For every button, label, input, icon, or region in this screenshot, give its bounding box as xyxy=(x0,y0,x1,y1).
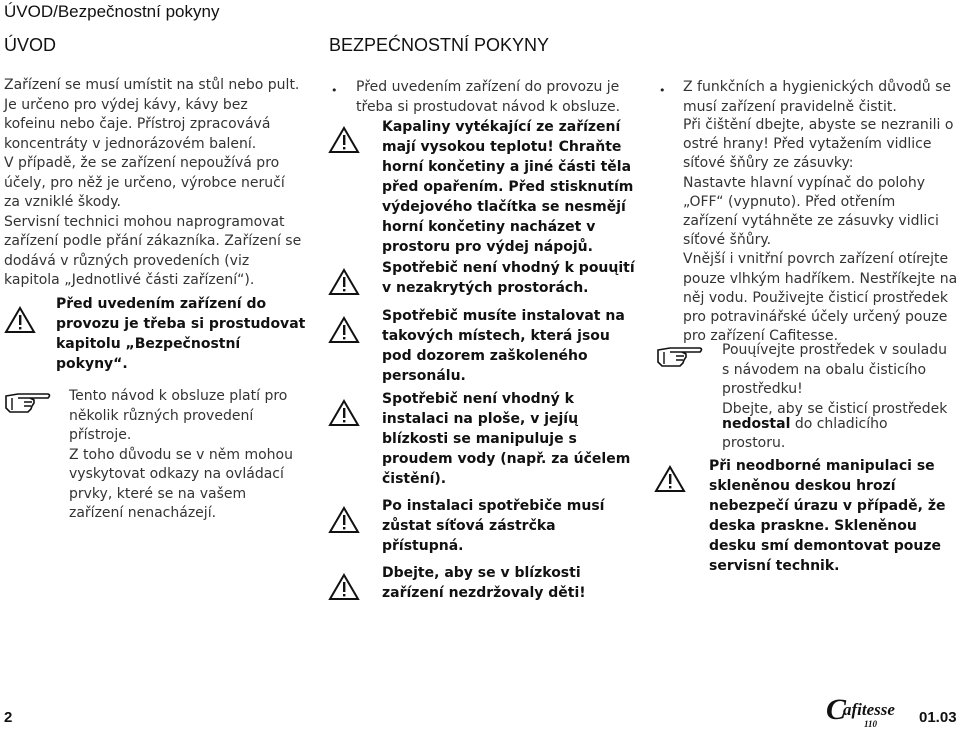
safety-heading: BEZPEĆNOSTNÍ POKYNY xyxy=(329,35,550,55)
pointing-hand-icon xyxy=(4,390,52,416)
version-label: 01.03 xyxy=(919,709,957,726)
safety-warning-hot-liquid: Kapaliny vytékající ze zařízení mají vysokou teplotu! Chraňte horní končetiny a jiné části těla před opařením. Před stisknutím výdejového tlačítka se nesmějí horní končetiny nacházet v prostoru pro výdej nápojů. xyxy=(382,119,634,255)
warning-icon xyxy=(328,573,360,601)
intro-heading: ÚVOD xyxy=(4,35,57,55)
bullet-dot: • xyxy=(659,84,666,97)
glass-warning: Při neodborné manipulaci se skleněnou deskou hrozí nebezpečí úrazu v případě, že deska praskne. Skleněnou desku smí demontovat pouze servisní technik. xyxy=(709,458,946,574)
page-number: 2 xyxy=(4,709,13,726)
page-header-title: ÚVOD/Bezpečnostní pokyny xyxy=(4,2,220,21)
warning-icon xyxy=(328,316,360,344)
cleaning-note-b xyxy=(722,415,888,435)
cleaning-note-emphasis: nedostal xyxy=(722,416,791,432)
logo-text: afitesse xyxy=(843,700,895,719)
safety-warning-supervision: Spotřebič musíte instalovat na takových místech, která jsou pod dozorem zaškoleného personálu. xyxy=(382,308,625,384)
warning-icon xyxy=(654,465,686,493)
safety-warning-indoor: Spotřebič není vhodný k pouųití v nezakrytých prostorách. xyxy=(382,260,635,296)
intro-text: Zařízení se musí umístit na stůl nebo pult. Je určeno pro výdej kávy, kávy bez kofeinu nebo čaje. Přístroj zpracovává koncentráty v jednorázovém balení. V případě, že se zařízení nepoužívá pro účely, pro něž je určeno, výrobce neručí za vzniklé škody. Servisní technici mohou naprogramovat zařízení podle přání zákazníka. Zařízení se dodává v různých provedeních (viz kapitola „Jednotlivé části zařízení“). xyxy=(4,77,302,288)
warning-icon xyxy=(328,268,360,296)
safety-bullet: Před uvedením zařízení do provozu je třeba si prostudovat návod k obsluze. xyxy=(356,79,621,115)
cafitesse-logo xyxy=(826,693,896,729)
warning-icon xyxy=(328,126,360,154)
safety-warning-water: Spotřebič není vhodný k instalaci na ploše, v jejíų blízkosti se manipuluje s proudem vody (např. za účelem čistění). xyxy=(382,391,631,487)
cleaning-note-c: prostoru. xyxy=(722,435,786,451)
intro-note: Tento návod k obsluze platí pro několik různých provedení přístroje. Z toho důvodu se v něm mohou vyskytovat odkazy na ovládací prvky, které se na vašem zařízení nenacházejí. xyxy=(69,388,293,521)
safety-warning-children: Dbejte, aby se v blízkosti zařízení nezdržovaly děti! xyxy=(382,565,586,601)
warning-icon xyxy=(328,399,360,427)
cleaning-bullet: Z funkčních a hygienických důvodů se musí zařízení pravidelně čistit. xyxy=(683,79,951,115)
pointing-hand-icon xyxy=(656,344,704,370)
warning-icon xyxy=(4,306,36,334)
intro-warning: Před uvedením zařízení do provozu je třeba si prostudovat kapitolu „Bezpečnostní pokyny“. xyxy=(56,296,306,372)
safety-warning-plug: Po instalaci spotřebiče musí zůstat síťová zástrčka přístupná. xyxy=(382,498,605,554)
cleaning-note-a: Pouųívejte prostředek v souladu s návodem na obalu čisticího prostředku! Dbejte, aby se čisticí prostředek xyxy=(722,342,948,417)
cleaning-note-rest: do chladicího xyxy=(790,416,888,432)
cleaning-text: Při čištění dbejte, abyste se nezranili o ostré hrany! Před vytažením vidlice síťové šňůry ze zásuvky: Nastavte hlavní vypínač do polohy „OFF“ (vypnuto). Před otřením zařízení vytáhněte ze zásuvky vidlici síťové šňůry. Vnější i vnitřní povrch zařízení otírejte pouze vlhkým hadříkem. Nestříkejte na něj vodu. Použivejte čisticí prostředek pro potravinářské účely určený pouze pro zařízení Cafitesse. xyxy=(683,117,958,345)
logo-initial: C xyxy=(826,693,847,726)
bullet-dot: • xyxy=(331,84,338,97)
logo-model: 110 xyxy=(864,719,878,729)
warning-icon xyxy=(328,506,360,534)
